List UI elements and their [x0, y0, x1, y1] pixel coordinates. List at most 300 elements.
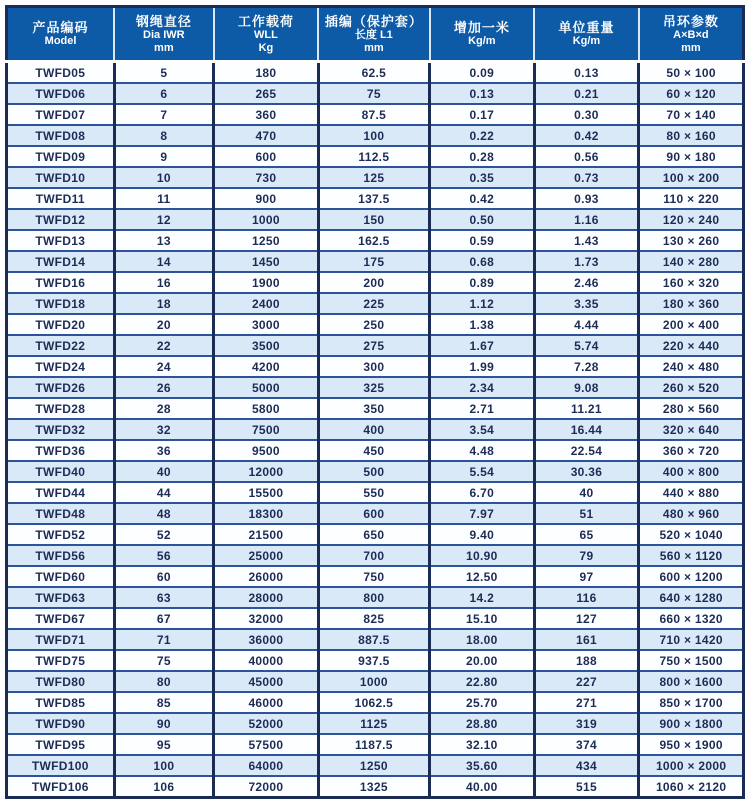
ring-params-cell: 480 × 960 [639, 503, 744, 524]
unit-weight-cell: 161 [534, 629, 639, 650]
wll-cell: 3000 [214, 314, 319, 335]
diameter-cell: 32 [114, 419, 213, 440]
unit-weight-cell: 1.73 [534, 251, 639, 272]
model-cell: TWFD80 [7, 671, 115, 692]
unit-weight-cell: 51 [534, 503, 639, 524]
diameter-cell: 28 [114, 398, 213, 419]
diameter-cell: 16 [114, 272, 213, 293]
column-header-per-meter-add-line: 增加一米 [453, 20, 510, 35]
table-row [7, 272, 744, 293]
per-meter-add-cell: 1.38 [430, 314, 535, 335]
model-cell: TWFD22 [7, 335, 115, 356]
ring-params-cell: 440 × 880 [639, 482, 744, 503]
column-header-unit-weight-line: 单位重量 [558, 20, 615, 35]
ring-params-cell: 1060 × 2120 [639, 776, 744, 798]
wll-cell: 21500 [214, 524, 319, 545]
diameter-cell: 52 [114, 524, 213, 545]
ring-params-cell: 1000 × 2000 [639, 755, 744, 776]
diameter-cell: 36 [114, 440, 213, 461]
column-header-diameter-line: Dia IWR [143, 28, 185, 41]
wll-cell: 45000 [214, 671, 319, 692]
model-cell: TWFD13 [7, 230, 115, 251]
splice-length-cell: 550 [318, 482, 429, 503]
unit-weight-cell: 127 [534, 608, 639, 629]
splice-length-cell: 62.5 [318, 62, 429, 84]
model-cell: TWFD14 [7, 251, 115, 272]
wll-cell: 2400 [214, 293, 319, 314]
ring-params-cell: 220 × 440 [639, 335, 744, 356]
wll-cell: 15500 [214, 482, 319, 503]
diameter-cell: 44 [114, 482, 213, 503]
table-row [7, 587, 744, 608]
column-header-splice-length [318, 7, 429, 62]
column-header-splice-length-line: 插编（保护套） [324, 13, 423, 29]
unit-weight-cell: 30.36 [534, 461, 639, 482]
unit-weight-cell: 9.08 [534, 377, 639, 398]
diameter-cell: 10 [114, 167, 213, 188]
wll-cell: 40000 [214, 650, 319, 671]
ring-params-cell: 50 × 100 [639, 62, 744, 84]
model-cell: TWFD26 [7, 377, 115, 398]
column-header-splice-length-line: 长度 L1 [354, 28, 393, 41]
per-meter-add-cell: 0.68 [430, 251, 535, 272]
table-row [7, 566, 744, 587]
table-row [7, 230, 744, 251]
per-meter-add-cell: 0.59 [430, 230, 535, 251]
wll-cell: 1000 [214, 209, 319, 230]
diameter-cell: 13 [114, 230, 213, 251]
splice-length-cell: 175 [318, 251, 429, 272]
wll-cell: 12000 [214, 461, 319, 482]
wll-cell: 25000 [214, 545, 319, 566]
diameter-cell: 85 [114, 692, 213, 713]
model-cell: TWFD48 [7, 503, 115, 524]
column-header-wll [214, 7, 319, 62]
ring-params-cell: 200 × 400 [639, 314, 744, 335]
table-row [7, 776, 744, 798]
ring-params-cell: 90 × 180 [639, 146, 744, 167]
table-row [7, 692, 744, 713]
splice-length-cell: 125 [318, 167, 429, 188]
splice-length-cell: 225 [318, 293, 429, 314]
ring-params-cell: 750 × 1500 [639, 650, 744, 671]
splice-length-cell: 150 [318, 209, 429, 230]
unit-weight-cell: 0.56 [534, 146, 639, 167]
wll-cell: 180 [214, 62, 319, 84]
diameter-cell: 106 [114, 776, 213, 798]
model-cell: TWFD06 [7, 83, 115, 104]
table-row [7, 125, 744, 146]
per-meter-add-cell: 0.50 [430, 209, 535, 230]
wll-cell: 3500 [214, 335, 319, 356]
wll-cell: 7500 [214, 419, 319, 440]
ring-params-cell: 80 × 160 [639, 125, 744, 146]
ring-params-cell: 100 × 200 [639, 167, 744, 188]
diameter-cell: 71 [114, 629, 213, 650]
ring-params-cell: 320 × 640 [639, 419, 744, 440]
column-header-per-meter-add-line: Kg/m [468, 35, 496, 47]
ring-params-cell: 400 × 800 [639, 461, 744, 482]
ring-params-cell: 800 × 1600 [639, 671, 744, 692]
table-row [7, 629, 744, 650]
model-cell: TWFD12 [7, 209, 115, 230]
table-row [7, 419, 744, 440]
diameter-cell: 100 [114, 755, 213, 776]
diameter-cell: 26 [114, 377, 213, 398]
splice-length-cell: 1187.5 [318, 734, 429, 755]
per-meter-add-cell: 32.10 [430, 734, 535, 755]
splice-length-cell: 700 [318, 545, 429, 566]
model-cell: TWFD18 [7, 293, 115, 314]
column-header-ring-params-line: mm [681, 41, 701, 54]
per-meter-add-cell: 4.48 [430, 440, 535, 461]
ring-params-cell: 360 × 720 [639, 440, 744, 461]
model-cell: TWFD20 [7, 314, 115, 335]
model-cell: TWFD36 [7, 440, 115, 461]
table-row [7, 650, 744, 671]
ring-params-cell: 60 × 120 [639, 83, 744, 104]
unit-weight-cell: 3.35 [534, 293, 639, 314]
diameter-cell: 5 [114, 62, 213, 84]
per-meter-add-cell: 1.12 [430, 293, 535, 314]
table-row [7, 83, 744, 104]
unit-weight-cell: 434 [534, 755, 639, 776]
model-cell: TWFD24 [7, 356, 115, 377]
model-cell: TWFD07 [7, 104, 115, 125]
splice-length-cell: 1250 [318, 755, 429, 776]
column-header-model-line: Model [44, 35, 77, 47]
splice-length-cell: 275 [318, 335, 429, 356]
product-spec-table [5, 5, 745, 799]
unit-weight-cell: 515 [534, 776, 639, 798]
column-header-splice-length-line: mm [364, 41, 384, 54]
model-cell: TWFD11 [7, 188, 115, 209]
diameter-cell: 9 [114, 146, 213, 167]
unit-weight-cell: 97 [534, 566, 639, 587]
wll-cell: 1250 [214, 230, 319, 251]
table-row [7, 146, 744, 167]
per-meter-add-cell: 0.35 [430, 167, 535, 188]
diameter-cell: 22 [114, 335, 213, 356]
diameter-cell: 18 [114, 293, 213, 314]
model-cell: TWFD67 [7, 608, 115, 629]
unit-weight-cell: 79 [534, 545, 639, 566]
ring-params-cell: 260 × 520 [639, 377, 744, 398]
table-row [7, 482, 744, 503]
diameter-cell: 14 [114, 251, 213, 272]
diameter-cell: 60 [114, 566, 213, 587]
table-row [7, 503, 744, 524]
model-cell: TWFD95 [7, 734, 115, 755]
table-row [7, 524, 744, 545]
diameter-cell: 7 [114, 104, 213, 125]
per-meter-add-cell: 2.71 [430, 398, 535, 419]
unit-weight-cell: 22.54 [534, 440, 639, 461]
unit-weight-cell: 188 [534, 650, 639, 671]
model-cell: TWFD85 [7, 692, 115, 713]
model-cell: TWFD106 [7, 776, 115, 798]
unit-weight-cell: 11.21 [534, 398, 639, 419]
table-row [7, 251, 744, 272]
model-cell: TWFD16 [7, 272, 115, 293]
unit-weight-cell: 0.93 [534, 188, 639, 209]
table-row [7, 62, 744, 84]
ring-params-cell: 710 × 1420 [639, 629, 744, 650]
wll-cell: 360 [214, 104, 319, 125]
table-row [7, 713, 744, 734]
column-header-unit-weight-line: Kg/m [572, 35, 601, 47]
per-meter-add-cell: 0.13 [430, 83, 535, 104]
model-cell: TWFD60 [7, 566, 115, 587]
wll-cell: 1450 [214, 251, 319, 272]
per-meter-add-cell: 1.99 [430, 356, 535, 377]
table-row [7, 440, 744, 461]
per-meter-add-cell: 3.54 [430, 419, 535, 440]
per-meter-add-cell: 6.70 [430, 482, 535, 503]
ring-params-cell: 140 × 280 [639, 251, 744, 272]
splice-length-cell: 450 [318, 440, 429, 461]
splice-length-cell: 1000 [318, 671, 429, 692]
column-header-wll-line: WLL [253, 28, 278, 41]
unit-weight-cell: 374 [534, 734, 639, 755]
splice-length-cell: 250 [318, 314, 429, 335]
wll-cell: 1900 [214, 272, 319, 293]
table-row [7, 671, 744, 692]
table-row [7, 209, 744, 230]
column-header-wll-line: 工作载荷 [237, 13, 294, 29]
per-meter-add-cell: 1.67 [430, 335, 535, 356]
column-header-model-line: 产品编码 [32, 20, 89, 35]
table-body [7, 62, 744, 798]
ring-params-cell: 180 × 360 [639, 293, 744, 314]
table-row [7, 734, 744, 755]
per-meter-add-cell: 12.50 [430, 566, 535, 587]
table-header [7, 7, 744, 62]
ring-params-cell: 120 × 240 [639, 209, 744, 230]
ring-params-cell: 130 × 260 [639, 230, 744, 251]
unit-weight-cell: 0.13 [534, 62, 639, 84]
table-row [7, 293, 744, 314]
splice-length-cell: 887.5 [318, 629, 429, 650]
model-cell: TWFD40 [7, 461, 115, 482]
column-header-unit-weight [534, 7, 639, 62]
unit-weight-cell: 40 [534, 482, 639, 503]
splice-length-cell: 200 [318, 272, 429, 293]
ring-params-cell: 560 × 1120 [639, 545, 744, 566]
column-header-diameter [114, 7, 213, 62]
splice-length-cell: 825 [318, 608, 429, 629]
diameter-cell: 11 [114, 188, 213, 209]
model-cell: TWFD71 [7, 629, 115, 650]
wll-cell: 18300 [214, 503, 319, 524]
splice-length-cell: 75 [318, 83, 429, 104]
wll-cell: 26000 [214, 566, 319, 587]
per-meter-add-cell: 25.70 [430, 692, 535, 713]
splice-length-cell: 400 [318, 419, 429, 440]
splice-length-cell: 1125 [318, 713, 429, 734]
per-meter-add-cell: 18.00 [430, 629, 535, 650]
ring-params-cell: 520 × 1040 [639, 524, 744, 545]
diameter-cell: 48 [114, 503, 213, 524]
per-meter-add-cell: 14.2 [430, 587, 535, 608]
per-meter-add-cell: 28.80 [430, 713, 535, 734]
per-meter-add-cell: 9.40 [430, 524, 535, 545]
column-header-wll-line: Kg [258, 41, 274, 54]
splice-length-cell: 112.5 [318, 146, 429, 167]
column-header-model [7, 7, 115, 62]
splice-length-cell: 1325 [318, 776, 429, 798]
model-cell: TWFD44 [7, 482, 115, 503]
column-header-ring-params-line: A×B×d [673, 28, 709, 41]
diameter-cell: 20 [114, 314, 213, 335]
diameter-cell: 90 [114, 713, 213, 734]
splice-length-cell: 350 [318, 398, 429, 419]
wll-cell: 5000 [214, 377, 319, 398]
per-meter-add-cell: 40.00 [430, 776, 535, 798]
splice-length-cell: 137.5 [318, 188, 429, 209]
per-meter-add-cell: 35.60 [430, 755, 535, 776]
wll-cell: 64000 [214, 755, 319, 776]
diameter-cell: 56 [114, 545, 213, 566]
model-cell: TWFD08 [7, 125, 115, 146]
model-cell: TWFD63 [7, 587, 115, 608]
wll-cell: 52000 [214, 713, 319, 734]
table-row [7, 398, 744, 419]
splice-length-cell: 162.5 [318, 230, 429, 251]
model-cell: TWFD32 [7, 419, 115, 440]
table-row [7, 545, 744, 566]
unit-weight-cell: 0.73 [534, 167, 639, 188]
table-row [7, 188, 744, 209]
wll-cell: 57500 [214, 734, 319, 755]
header-row [7, 7, 744, 62]
model-cell: TWFD100 [7, 755, 115, 776]
unit-weight-cell: 2.46 [534, 272, 639, 293]
wll-cell: 5800 [214, 398, 319, 419]
diameter-cell: 12 [114, 209, 213, 230]
unit-weight-cell: 116 [534, 587, 639, 608]
splice-length-cell: 800 [318, 587, 429, 608]
ring-params-cell: 660 × 1320 [639, 608, 744, 629]
diameter-cell: 67 [114, 608, 213, 629]
unit-weight-cell: 271 [534, 692, 639, 713]
unit-weight-cell: 4.44 [534, 314, 639, 335]
table-row [7, 335, 744, 356]
unit-weight-cell: 227 [534, 671, 639, 692]
column-header-diameter-line: 钢绳直径 [135, 13, 192, 29]
table-row [7, 461, 744, 482]
wll-cell: 4200 [214, 356, 319, 377]
wll-cell: 600 [214, 146, 319, 167]
unit-weight-cell: 1.16 [534, 209, 639, 230]
model-cell: TWFD52 [7, 524, 115, 545]
ring-params-cell: 240 × 480 [639, 356, 744, 377]
per-meter-add-cell: 0.09 [430, 62, 535, 84]
unit-weight-cell: 1.43 [534, 230, 639, 251]
wll-cell: 36000 [214, 629, 319, 650]
splice-length-cell: 750 [318, 566, 429, 587]
unit-weight-cell: 5.74 [534, 335, 639, 356]
ring-params-cell: 950 × 1900 [639, 734, 744, 755]
per-meter-add-cell: 10.90 [430, 545, 535, 566]
model-cell: TWFD90 [7, 713, 115, 734]
unit-weight-cell: 0.21 [534, 83, 639, 104]
per-meter-add-cell: 20.00 [430, 650, 535, 671]
unit-weight-cell: 0.42 [534, 125, 639, 146]
splice-length-cell: 300 [318, 356, 429, 377]
column-header-diameter-line: mm [154, 41, 174, 54]
unit-weight-cell: 16.44 [534, 419, 639, 440]
splice-length-cell: 1062.5 [318, 692, 429, 713]
wll-cell: 265 [214, 83, 319, 104]
model-cell: TWFD05 [7, 62, 115, 84]
ring-params-cell: 640 × 1280 [639, 587, 744, 608]
splice-length-cell: 325 [318, 377, 429, 398]
wll-cell: 46000 [214, 692, 319, 713]
ring-params-cell: 600 × 1200 [639, 566, 744, 587]
ring-params-cell: 850 × 1700 [639, 692, 744, 713]
table-row [7, 104, 744, 125]
ring-params-cell: 900 × 1800 [639, 713, 744, 734]
per-meter-add-cell: 0.89 [430, 272, 535, 293]
splice-length-cell: 650 [318, 524, 429, 545]
splice-length-cell: 937.5 [318, 650, 429, 671]
diameter-cell: 95 [114, 734, 213, 755]
per-meter-add-cell: 5.54 [430, 461, 535, 482]
table-row [7, 314, 744, 335]
wll-cell: 72000 [214, 776, 319, 798]
wll-cell: 900 [214, 188, 319, 209]
table-row [7, 755, 744, 776]
wll-cell: 470 [214, 125, 319, 146]
wll-cell: 28000 [214, 587, 319, 608]
per-meter-add-cell: 0.28 [430, 146, 535, 167]
splice-length-cell: 500 [318, 461, 429, 482]
diameter-cell: 40 [114, 461, 213, 482]
column-header-ring-params-line: 吊环参数 [662, 13, 719, 29]
diameter-cell: 8 [114, 125, 213, 146]
per-meter-add-cell: 7.97 [430, 503, 535, 524]
unit-weight-cell: 319 [534, 713, 639, 734]
diameter-cell: 75 [114, 650, 213, 671]
unit-weight-cell: 65 [534, 524, 639, 545]
splice-length-cell: 87.5 [318, 104, 429, 125]
splice-length-cell: 100 [318, 125, 429, 146]
ring-params-cell: 280 × 560 [639, 398, 744, 419]
wll-cell: 9500 [214, 440, 319, 461]
table-row [7, 377, 744, 398]
diameter-cell: 6 [114, 83, 213, 104]
per-meter-add-cell: 0.42 [430, 188, 535, 209]
model-cell: TWFD56 [7, 545, 115, 566]
wll-cell: 730 [214, 167, 319, 188]
column-header-per-meter-add [430, 7, 535, 62]
per-meter-add-cell: 2.34 [430, 377, 535, 398]
per-meter-add-cell: 22.80 [430, 671, 535, 692]
column-header-ring-params [639, 7, 744, 62]
diameter-cell: 24 [114, 356, 213, 377]
model-cell: TWFD09 [7, 146, 115, 167]
model-cell: TWFD28 [7, 398, 115, 419]
wll-cell: 32000 [214, 608, 319, 629]
table-row [7, 167, 744, 188]
splice-length-cell: 600 [318, 503, 429, 524]
table-row [7, 608, 744, 629]
model-cell: TWFD75 [7, 650, 115, 671]
unit-weight-cell: 7.28 [534, 356, 639, 377]
table-row [7, 356, 744, 377]
diameter-cell: 63 [114, 587, 213, 608]
